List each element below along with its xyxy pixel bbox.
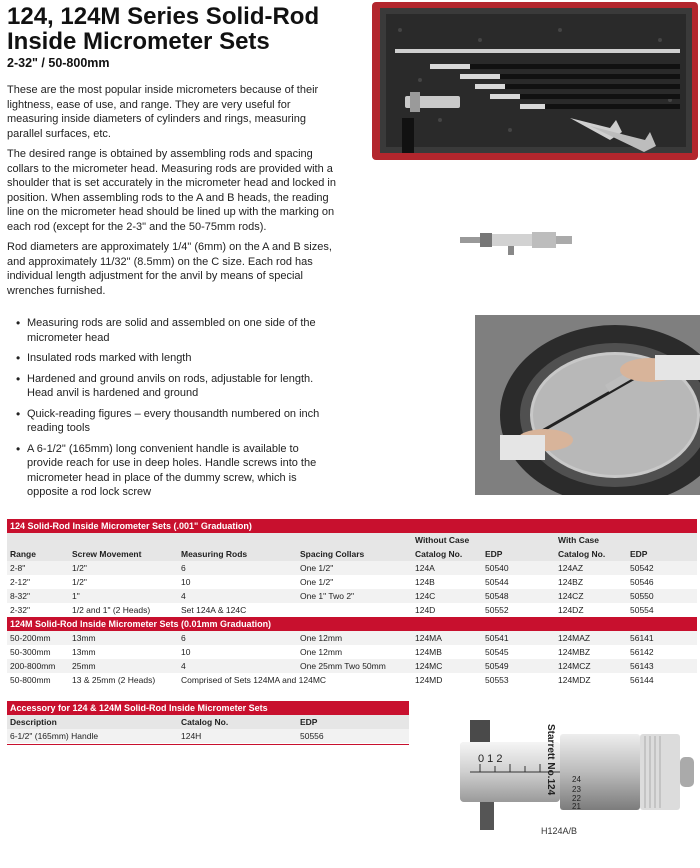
cell bbox=[297, 603, 412, 617]
column-header: EDP bbox=[297, 715, 409, 729]
cell: 50548 bbox=[482, 589, 555, 603]
cell: 6 bbox=[178, 561, 297, 575]
table-row bbox=[7, 673, 697, 687]
cell: 50550 bbox=[627, 589, 697, 603]
cell: 6 bbox=[178, 631, 297, 645]
column-header: Catalog No. bbox=[178, 715, 297, 729]
cell: 4 bbox=[178, 589, 297, 603]
table-row bbox=[7, 589, 697, 603]
cell: 56141 bbox=[627, 631, 697, 645]
cell: 50-800mm bbox=[7, 673, 69, 687]
divider bbox=[7, 744, 409, 745]
cell: 50544 bbox=[482, 575, 555, 589]
cell: One 12mm bbox=[297, 645, 412, 659]
title-line-2: Inside Micrometer Sets bbox=[7, 28, 270, 55]
feature-item: • Insulated rods marked with length bbox=[7, 351, 327, 366]
cell: 124MA bbox=[412, 631, 482, 645]
cell: 124AZ bbox=[555, 561, 627, 575]
cell: One 25mm Two 50mm bbox=[297, 659, 412, 673]
feature-item: • Measuring rods are solid and assembled on one side of the micrometer head bbox=[7, 316, 327, 345]
metric-table-title: 124M Solid-Rod Inside Micrometer Sets (0.01mm Graduation) bbox=[7, 617, 697, 631]
cell: 1/2" bbox=[69, 575, 178, 589]
column-header: Description bbox=[7, 715, 178, 729]
cell: Set 124A & 124C bbox=[178, 603, 297, 617]
column-header: Spacing Collars bbox=[297, 547, 412, 561]
cell: One 1" Two 2" bbox=[297, 589, 412, 603]
cell: 124B bbox=[412, 575, 482, 589]
cell: One 1/2" bbox=[297, 561, 412, 575]
column-header: Range bbox=[7, 547, 69, 561]
column-header: Screw Movement bbox=[69, 547, 178, 561]
cell: 50553 bbox=[482, 673, 555, 687]
cell: 124MB bbox=[412, 645, 482, 659]
cell: 124D bbox=[412, 603, 482, 617]
cell: 13mm bbox=[69, 631, 178, 645]
cell: 50-200mm bbox=[7, 631, 69, 645]
table-row bbox=[7, 729, 409, 743]
paragraph-range: The desired range is obtained by assembling rods and spacing collars to the micrometer head. Measuring rods are provided with a shoulder that is set accurately in the micrometer head and locked in position. When assembling rods to the A and B heads, the reading line on the micrometer head should be lined up with the marking on each rod (except for the 2-3" and the 50-75mm rods). bbox=[7, 148, 336, 233]
cell: 124MBZ bbox=[555, 645, 627, 659]
cell: 124MD bbox=[412, 673, 482, 687]
group-without-case: Without Case bbox=[412, 533, 555, 547]
page-subtitle: 2-32" / 50-800mm bbox=[7, 56, 110, 70]
feature-item: • A 6-1/2" (165mm) long convenient handle is available to provide reach for use in deep holes. Handle screws into the micrometer head in place of the dummy screw, which is opposite a rod lock screw bbox=[7, 442, 327, 500]
table-row bbox=[7, 659, 697, 673]
cell: 2-32" bbox=[7, 603, 69, 617]
table-row bbox=[7, 561, 697, 575]
table-row bbox=[7, 603, 697, 617]
cell: 124MDZ bbox=[555, 673, 627, 687]
table-title: 124 Solid-Rod Inside Micrometer Sets (.001" Graduation) bbox=[7, 519, 697, 533]
cell: 2-12" bbox=[7, 575, 69, 589]
cell: 13mm bbox=[69, 645, 178, 659]
table-row bbox=[7, 631, 697, 645]
cell: 25mm bbox=[69, 659, 178, 673]
cell: 124C bbox=[412, 589, 482, 603]
column-header: Catalog No. bbox=[555, 547, 627, 561]
measuring-ring-photo bbox=[475, 315, 700, 495]
column-header: Measuring Rods bbox=[178, 547, 297, 561]
cell: 200-800mm bbox=[7, 659, 69, 673]
thimble-number: 24 bbox=[572, 775, 581, 784]
cell: 124MAZ bbox=[555, 631, 627, 645]
brand-marking: Starrett No.124 bbox=[545, 724, 556, 796]
cell: One 12mm bbox=[297, 631, 412, 645]
micrometer-sets-table bbox=[7, 519, 697, 687]
column-header: Catalog No. bbox=[412, 547, 482, 561]
cell: 50-300mm bbox=[7, 645, 69, 659]
photo-caption: H124A/B bbox=[541, 826, 578, 836]
feature-item: • Hardened and ground anvils on rods, adjustable for length. Head anvil is hardened and ground bbox=[7, 372, 327, 401]
cell: 50549 bbox=[482, 659, 555, 673]
cell: 56142 bbox=[627, 645, 697, 659]
cell: 4 bbox=[178, 659, 297, 673]
cell: 6-1/2" (165mm) Handle bbox=[7, 729, 178, 743]
page-title bbox=[7, 4, 357, 54]
cell: 124BZ bbox=[555, 575, 627, 589]
cell: 2-8" bbox=[7, 561, 69, 575]
micrometer-head-small-photo bbox=[460, 225, 580, 255]
cell: 124H bbox=[178, 729, 297, 743]
thimble-number: 22 bbox=[572, 794, 581, 803]
table-row bbox=[7, 645, 697, 659]
cell: 50540 bbox=[482, 561, 555, 575]
cell: 50545 bbox=[482, 645, 555, 659]
cell: 50554 bbox=[627, 603, 697, 617]
cell: 50542 bbox=[627, 561, 697, 575]
thimble-number: 21 bbox=[572, 802, 581, 811]
cell: 124MC bbox=[412, 659, 482, 673]
micrometer-set-case-photo bbox=[360, 0, 700, 200]
cell: 124CZ bbox=[555, 589, 627, 603]
cell: 124DZ bbox=[555, 603, 627, 617]
cell: 124A bbox=[412, 561, 482, 575]
cell: 13 & 25mm (2 Heads) bbox=[69, 673, 178, 687]
group-with-case: With Case bbox=[555, 533, 697, 547]
feature-list bbox=[7, 316, 327, 500]
micrometer-head-photo bbox=[450, 712, 700, 842]
paragraph-rod-diameter: Rod diameters are approximately 1/4" (6mm) on the A and B sizes, and approximately 11/32" (8.5mm) on the C size. Each rod has individual length adjustment for the anvil by means of special wrenches furnished. bbox=[7, 241, 332, 297]
cell: 1/2 and 1" (2 Heads) bbox=[69, 603, 178, 617]
accessory-table-title: Accessory for 124 & 124M Solid-Rod Inside Micrometer Sets bbox=[7, 701, 409, 715]
cell: 50556 bbox=[297, 729, 409, 743]
cell: 10 bbox=[178, 575, 297, 589]
cell: 8-32" bbox=[7, 589, 69, 603]
cell: 56144 bbox=[627, 673, 697, 687]
cell: 50552 bbox=[482, 603, 555, 617]
paragraph-intro: These are the most popular inside micrometers because of their lightness, ease of use, and range. They are very useful for measuring inside diameters of cylinders and rings, measuring parallel surfaces, etc. bbox=[7, 84, 319, 140]
cell: 124MCZ bbox=[555, 659, 627, 673]
cell: 50541 bbox=[482, 631, 555, 645]
cell: 1/2" bbox=[69, 561, 178, 575]
column-header: EDP bbox=[482, 547, 555, 561]
cell: 56143 bbox=[627, 659, 697, 673]
title-line-1: 124, 124M Series Solid-Rod bbox=[7, 3, 320, 30]
description-text bbox=[7, 83, 340, 304]
column-header: EDP bbox=[627, 547, 697, 561]
feature-item: • Quick-reading figures – every thousandth numbered on inch reading tools bbox=[7, 407, 327, 436]
cell: 10 bbox=[178, 645, 297, 659]
accessory-table bbox=[7, 701, 409, 743]
cell: 1" bbox=[69, 589, 178, 603]
head-scale-text: 0 1 2 bbox=[478, 753, 503, 765]
cell: Comprised of Sets 124MA and 124MC bbox=[178, 673, 412, 687]
table-row bbox=[7, 575, 697, 589]
thimble-number: 23 bbox=[572, 785, 581, 794]
cell: One 1/2" bbox=[297, 575, 412, 589]
cell: 50546 bbox=[627, 575, 697, 589]
